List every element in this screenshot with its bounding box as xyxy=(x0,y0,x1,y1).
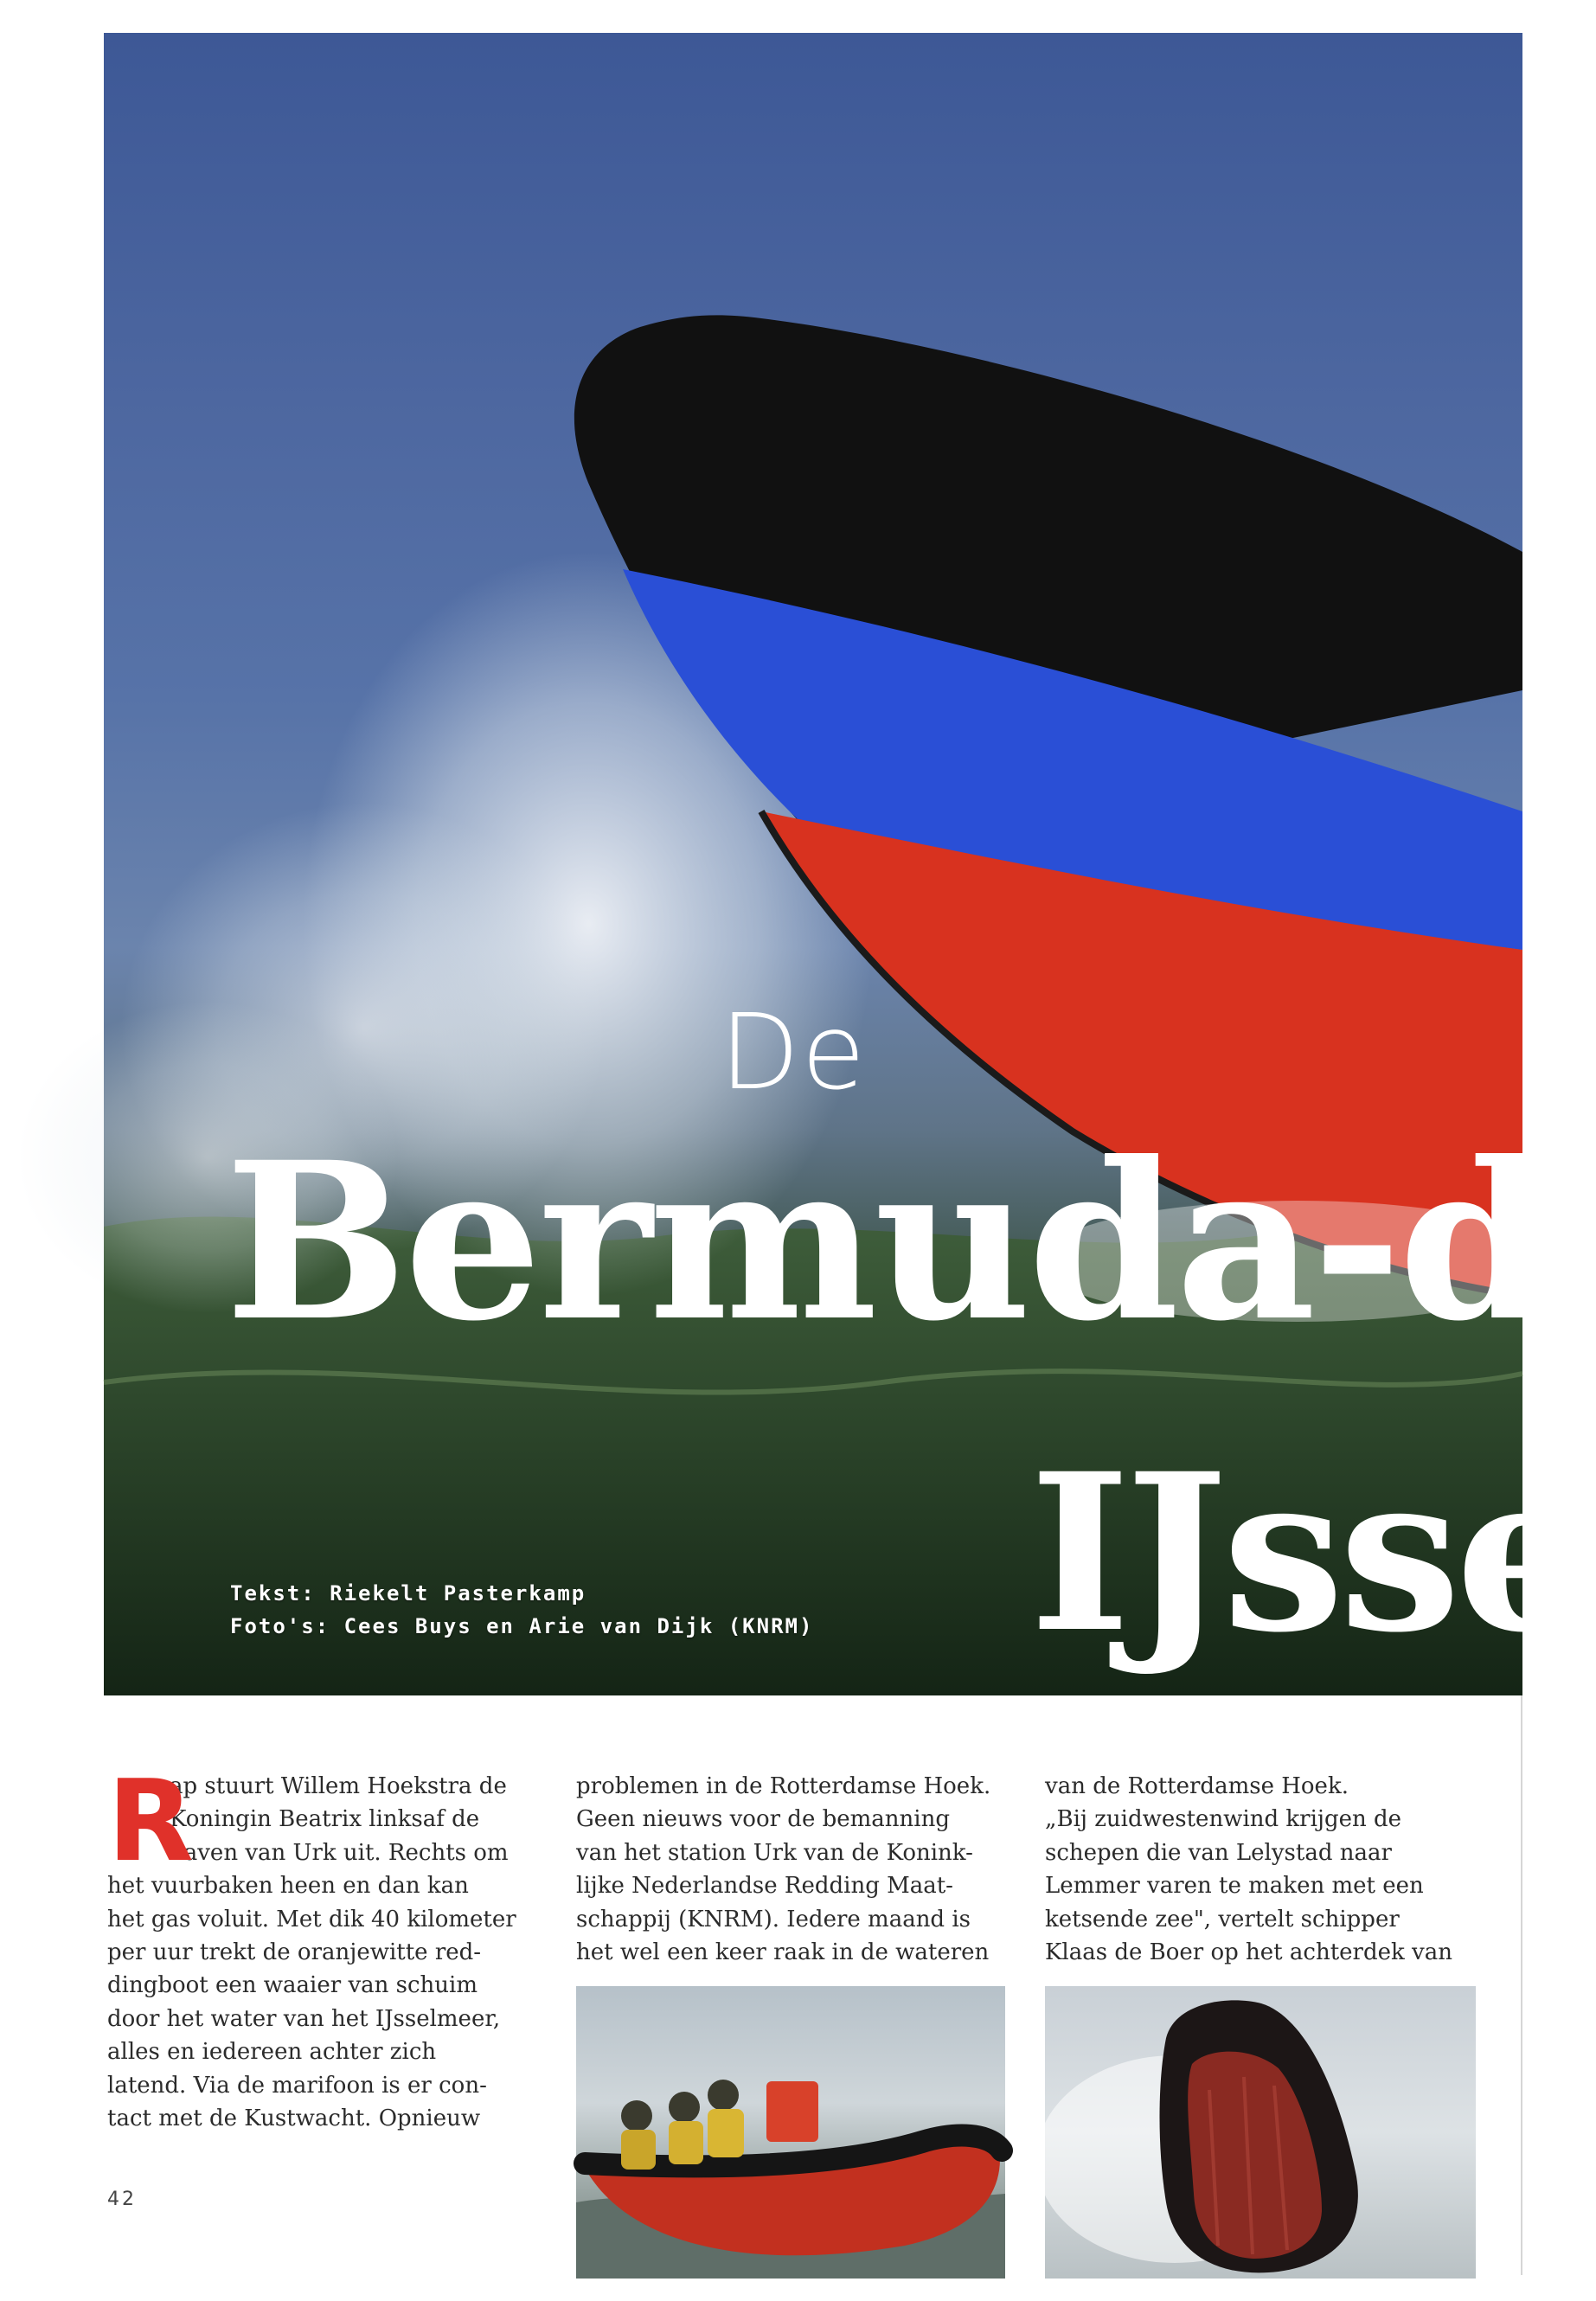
text-line: het gas voluit. Met dik 40 kilometer xyxy=(107,1906,516,1932)
page-edge-divider xyxy=(1521,1695,1522,2275)
text-line: schappij (KNRM). Iedere maand is xyxy=(576,1906,971,1932)
credits-photos: Foto's: Cees Buys en Arie van Dijk (KNRM) xyxy=(230,1614,814,1638)
page-number: 42 xyxy=(107,2189,137,2210)
text-line: Geen nieuws voor de bemanning xyxy=(576,1806,950,1833)
article-column-1 xyxy=(107,1755,540,2135)
text-line: tact met de Kustwacht. Opnieuw xyxy=(107,2105,481,2131)
text-line: schepen die van Lelystad naar xyxy=(1045,1839,1392,1866)
credits-text: Tekst: Riekelt Pasterkamp xyxy=(230,1581,586,1606)
text-line: „Bij zuidwestenwind krijgen de xyxy=(1045,1806,1402,1833)
text-line: van de Rotterdamse Hoek. xyxy=(1045,1773,1349,1799)
text-line: alles en iedereen achter zich xyxy=(107,2039,437,2066)
text-line: het wel een keer raak in de wateren xyxy=(576,1939,990,1965)
text-line: problemen in de Rotterdamse Hoek. xyxy=(576,1773,991,1799)
text-line: haven van Urk uit. Rechts om xyxy=(170,1839,509,1866)
text-line: van het station Urk van de Konink- xyxy=(576,1839,973,1866)
text-line: ketsende zee", vertelt schipper xyxy=(1045,1906,1400,1932)
text-line: door het water van het IJsselmeer, xyxy=(107,2005,501,2032)
hero-photo xyxy=(104,33,1588,1695)
credits xyxy=(230,1577,813,1643)
text-line: lijke Nederlandse Redding Maat- xyxy=(576,1873,953,1900)
photo-boat-bow xyxy=(1045,1986,1476,2279)
text-line: latend. Via de marifoon is er con- xyxy=(107,2072,487,2099)
text-line: ap stuurt Willem Hoekstra de xyxy=(170,1773,507,1799)
text-line: Lemmer varen te maken met een xyxy=(1045,1873,1424,1900)
article-column-2 xyxy=(576,1770,1009,1969)
text-line: Klaas de Boer op het achterdek van xyxy=(1045,1939,1452,1965)
article-column-3 xyxy=(1045,1770,1477,1969)
photo-crew-rib xyxy=(576,1986,1005,2279)
text-line: dingboot een waaier van schuim xyxy=(107,1972,478,1999)
dropcap: R xyxy=(107,1755,195,1887)
text-line: per uur trekt de oranjewitte red- xyxy=(107,1939,482,1965)
boat-bow-front-illustration xyxy=(1045,1986,1476,2279)
text-line: het vuurbaken heen en dan kan xyxy=(107,1873,469,1900)
title-main: Bermuda-d xyxy=(225,1114,1547,1368)
title-second: IJsse xyxy=(1029,1426,1588,1680)
text-line: Koningin Beatrix linksaf de xyxy=(170,1806,480,1833)
rib-boat-with-crew-illustration xyxy=(576,1986,1005,2279)
title-small: De xyxy=(720,993,868,1113)
